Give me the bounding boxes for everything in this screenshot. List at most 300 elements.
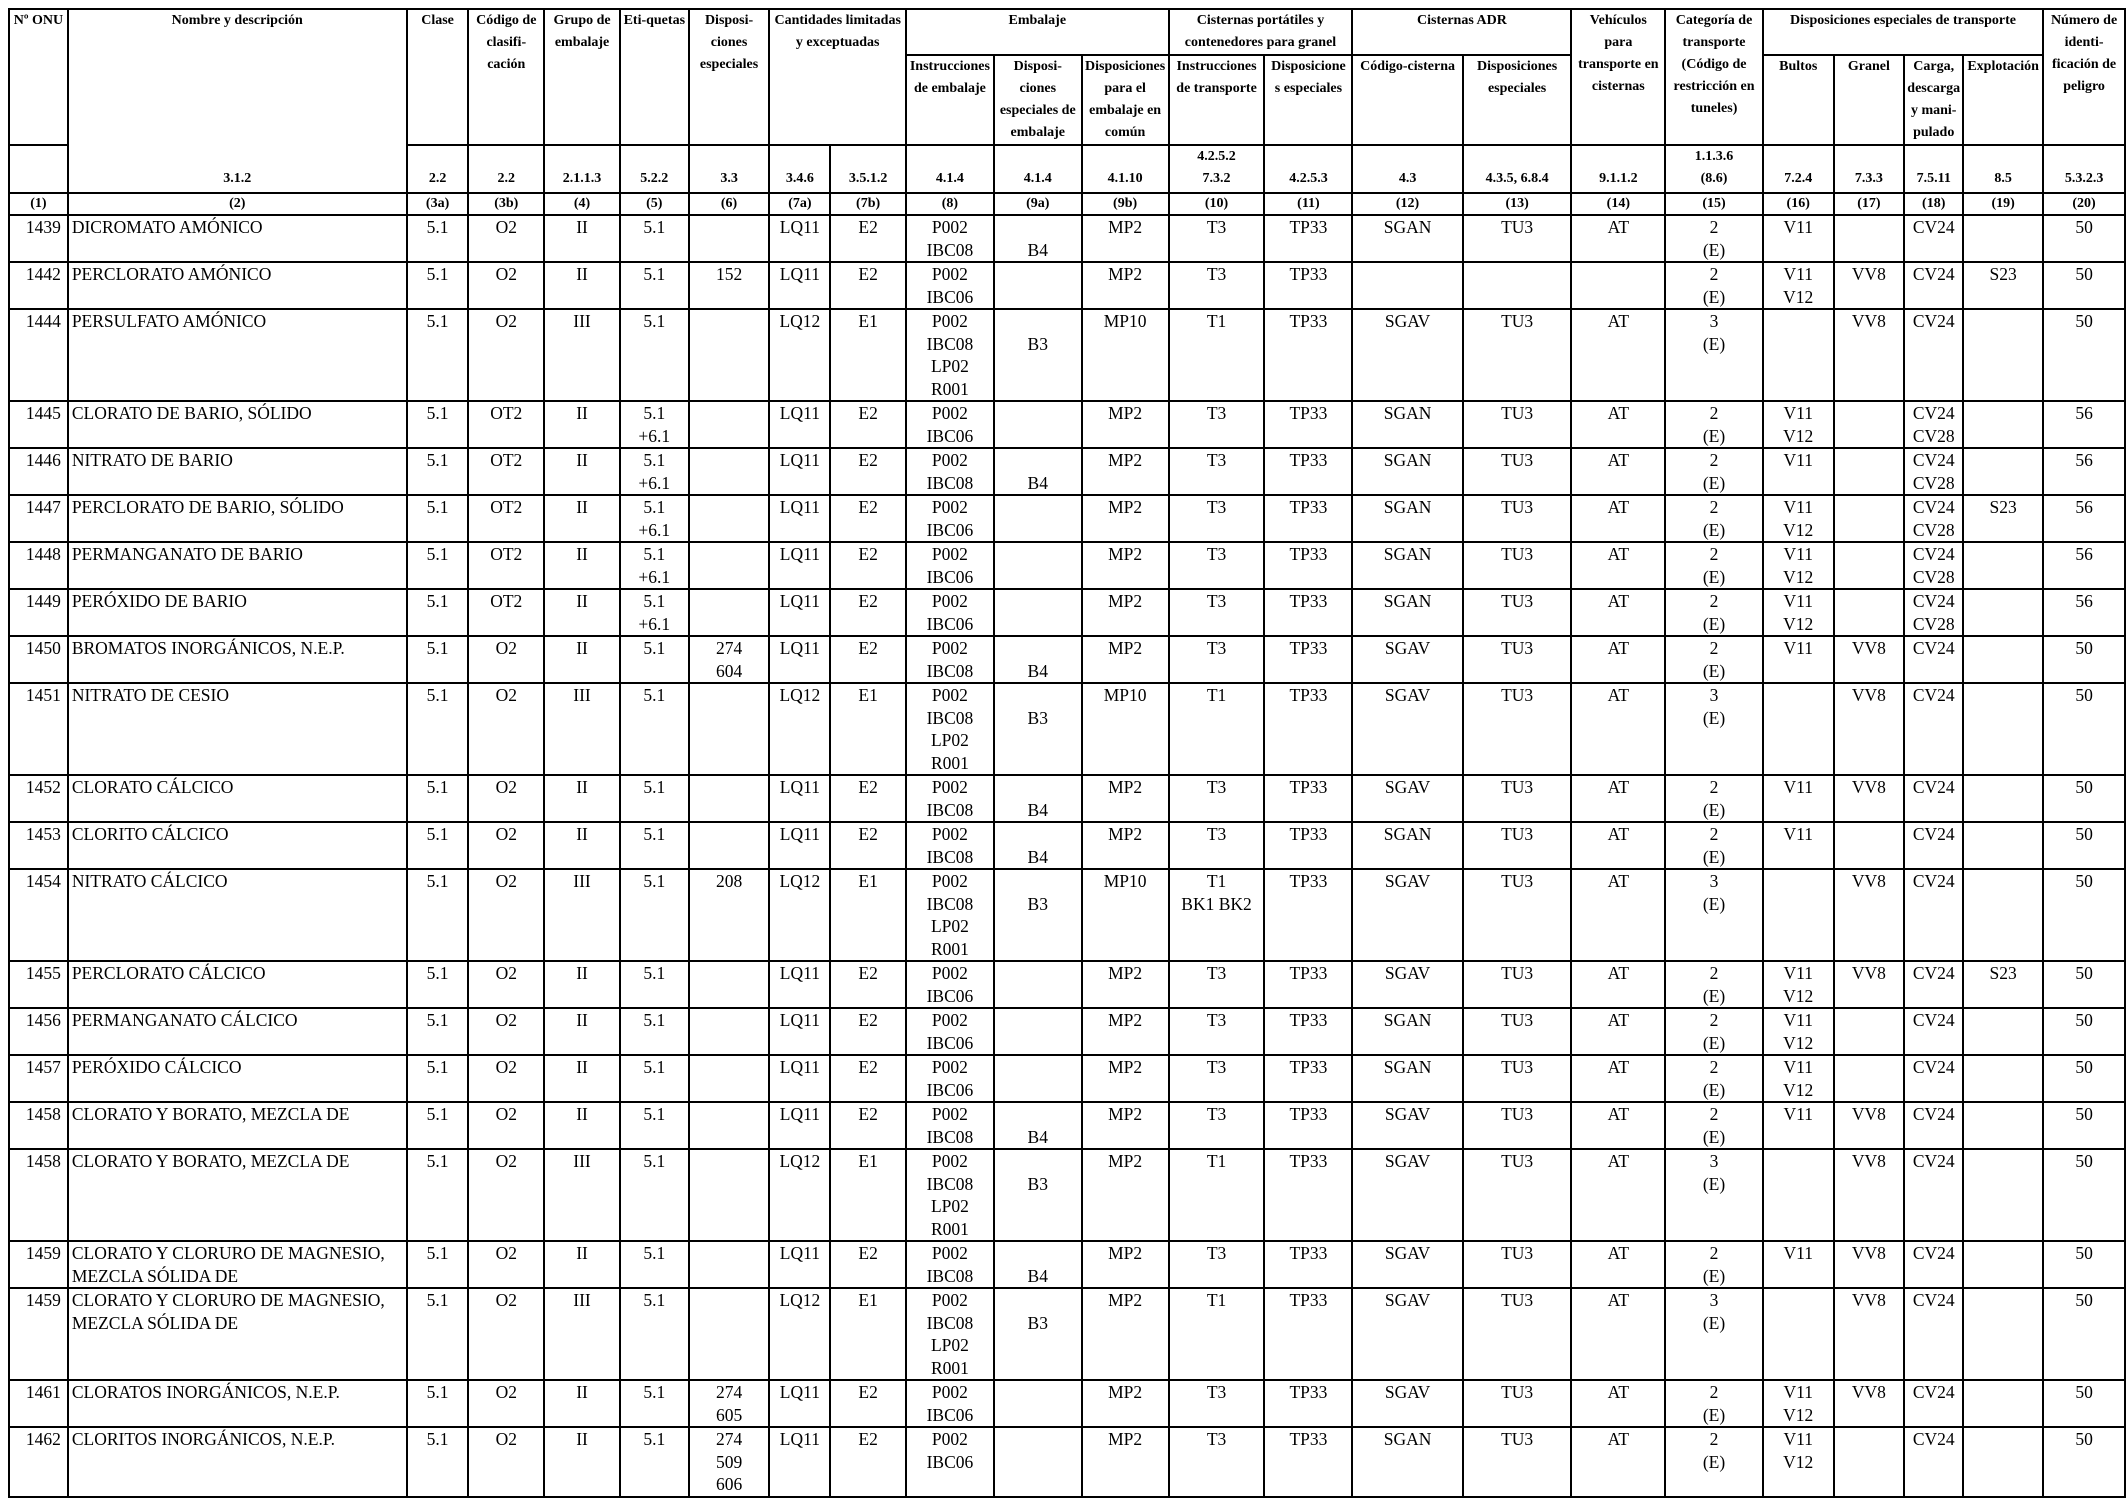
table-row	[9, 961, 2125, 1008]
special-packing-cell: B4	[994, 822, 1082, 869]
operation-cell	[1963, 542, 2043, 589]
packing-instructions-cell: P002 IBC06	[906, 961, 994, 1008]
transport-category-cell: 2 (E)	[1665, 961, 1763, 1008]
excepted-quantity-cell: E1	[830, 309, 906, 401]
table-row	[9, 1008, 2125, 1055]
limited-quantity-cell: LQ11	[769, 822, 830, 869]
name-cell: PERCLORATO CÁLCICO	[68, 961, 407, 1008]
un-number-cell: 1461	[9, 1380, 68, 1427]
mixed-packing-cell: MP10	[1082, 683, 1169, 775]
header-packaging: Embalaje	[906, 9, 1169, 55]
adr-special-provisions-cell: TU3	[1463, 309, 1572, 401]
hazard-id-cell: 56	[2043, 589, 2125, 636]
table-row	[9, 683, 2125, 775]
name-cell: PERMANGANATO DE BARIO	[68, 542, 407, 589]
packing-instructions-cell: P002 IBC08	[906, 1241, 994, 1288]
hazard-id-cell: 56	[2043, 448, 2125, 495]
limited-quantity-cell: LQ12	[769, 869, 830, 961]
packing-group-cell: II	[544, 1102, 620, 1149]
special-packing-cell	[994, 589, 1082, 636]
table-row	[9, 1427, 2125, 1497]
tank-instructions-cell: T3	[1169, 1055, 1265, 1102]
limited-quantity-cell: LQ11	[769, 1102, 830, 1149]
packing-instructions-cell: P002 IBC08	[906, 1102, 994, 1149]
packing-instructions-cell: P002 IBC08	[906, 636, 994, 683]
column-number: (13)	[1463, 193, 1572, 215]
column-number: (9b)	[1082, 193, 1169, 215]
class-cell: 5.1	[407, 1288, 469, 1380]
column-number: (19)	[1963, 193, 2043, 215]
vehicle-cell: AT	[1571, 1149, 1665, 1241]
packages-cell: V11 V12	[1763, 1055, 1834, 1102]
name-cell: PERÓXIDO DE BARIO	[68, 589, 407, 636]
packing-group-cell: II	[544, 1055, 620, 1102]
labels-cell: 5.1	[620, 1008, 689, 1055]
name-cell: PERMANGANATO CÁLCICO	[68, 1008, 407, 1055]
table-row	[9, 589, 2125, 636]
tank-instructions-cell: T3	[1169, 215, 1265, 262]
excepted-quantity-cell: E2	[830, 262, 906, 309]
packing-instructions-cell: P002 IBC08	[906, 822, 994, 869]
ref-special-packing-provisions: 4.1.4	[994, 145, 1082, 193]
bulk-cell	[1834, 401, 1905, 448]
tank-code-cell: SGAV	[1352, 1241, 1462, 1288]
limited-quantity-cell: LQ11	[769, 1055, 830, 1102]
column-number: (2)	[68, 193, 407, 215]
packing-group-cell: II	[544, 495, 620, 542]
un-number-cell: 1444	[9, 309, 68, 401]
special-packing-cell	[994, 495, 1082, 542]
column-number: (14)	[1571, 193, 1665, 215]
tank-code-cell: SGAN	[1352, 822, 1462, 869]
ref-name: 3.1.2	[223, 171, 252, 186]
ref-un-number	[9, 145, 68, 193]
packing-instructions-cell: P002 IBC06	[906, 1055, 994, 1102]
special-packing-cell: B4	[994, 448, 1082, 495]
loading-cell: CV24	[1904, 262, 1963, 309]
tank-code-cell: SGAV	[1352, 636, 1462, 683]
classification-code-cell: O2	[468, 961, 544, 1008]
hazard-id-cell: 50	[2043, 822, 2125, 869]
hazard-id-cell: 50	[2043, 1008, 2125, 1055]
tank-code-cell: SGAN	[1352, 1427, 1462, 1497]
transport-category-cell: 2 (E)	[1665, 401, 1763, 448]
tank-special-provisions-cell: TP33	[1264, 1241, 1352, 1288]
header-special-packing-provisions: Disposi-ciones especiales de embalaje	[994, 55, 1082, 145]
operation-cell	[1963, 869, 2043, 961]
special-provisions-cell	[689, 1102, 770, 1149]
special-packing-cell: B3	[994, 309, 1082, 401]
special-packing-cell	[994, 1008, 1082, 1055]
name-cell: CLORATO Y CLORURO DE MAGNESIO, MEZCLA SÓLIDA DE	[68, 1288, 407, 1380]
excepted-quantity-cell: E2	[830, 1008, 906, 1055]
tank-special-provisions-cell: TP33	[1264, 1380, 1352, 1427]
tank-special-provisions-cell: TP33	[1264, 1288, 1352, 1380]
excepted-quantity-cell: E2	[830, 589, 906, 636]
adr-special-provisions-cell: TU3	[1463, 636, 1572, 683]
limited-quantity-cell: LQ12	[769, 1149, 830, 1241]
transport-category-cell: 2 (E)	[1665, 495, 1763, 542]
adr-special-provisions-cell: TU3	[1463, 1008, 1572, 1055]
operation-cell	[1963, 1241, 2043, 1288]
tank-instructions-cell: T1 BK1 BK2	[1169, 869, 1265, 961]
mixed-packing-cell: MP2	[1082, 822, 1169, 869]
hazard-id-cell: 50	[2043, 869, 2125, 961]
transport-category-cell: 2 (E)	[1665, 1055, 1763, 1102]
mixed-packing-cell: MP2	[1082, 775, 1169, 822]
operation-cell: S23	[1963, 495, 2043, 542]
name-cell: NITRATO DE BARIO	[68, 448, 407, 495]
operation-cell	[1963, 448, 2043, 495]
transport-category-cell: 2 (E)	[1665, 448, 1763, 495]
tank-code-cell: SGAN	[1352, 542, 1462, 589]
bulk-cell	[1834, 495, 1905, 542]
class-cell: 5.1	[407, 1427, 469, 1497]
transport-category-cell: 2 (E)	[1665, 775, 1763, 822]
un-number-cell: 1450	[9, 636, 68, 683]
header-packages: Bultos	[1763, 55, 1834, 145]
adr-special-provisions-cell: TU3	[1463, 1241, 1572, 1288]
loading-cell: CV24	[1904, 309, 1963, 401]
limited-quantity-cell: LQ11	[769, 215, 830, 262]
special-packing-cell: B3	[994, 869, 1082, 961]
table-body	[9, 215, 2125, 1497]
bulk-cell: VV8	[1834, 1241, 1905, 1288]
class-cell: 5.1	[407, 1241, 469, 1288]
adr-special-provisions-cell: TU3	[1463, 589, 1572, 636]
packing-group-cell: III	[544, 869, 620, 961]
tank-special-provisions-cell: TP33	[1264, 775, 1352, 822]
special-packing-cell: B3	[994, 683, 1082, 775]
limited-quantity-cell: LQ11	[769, 1008, 830, 1055]
hazard-id-cell: 56	[2043, 401, 2125, 448]
table-row	[9, 1055, 2125, 1102]
special-provisions-cell: 274 604	[689, 636, 770, 683]
tank-code-cell: SGAV	[1352, 309, 1462, 401]
hazard-id-cell: 50	[2043, 775, 2125, 822]
special-provisions-cell	[689, 495, 770, 542]
excepted-quantity-cell: E2	[830, 1055, 906, 1102]
table-row	[9, 215, 2125, 262]
tank-instructions-cell: T3	[1169, 495, 1265, 542]
name-cell: CLORITO CÁLCICO	[68, 822, 407, 869]
packing-instructions-cell: P002 IBC06	[906, 1008, 994, 1055]
ref-bulk: 7.3.3	[1834, 145, 1905, 193]
packing-group-cell: II	[544, 262, 620, 309]
tank-special-provisions-cell: TP33	[1264, 309, 1352, 401]
column-number: (9a)	[994, 193, 1082, 215]
labels-cell: 5.1	[620, 1288, 689, 1380]
class-cell: 5.1	[407, 1008, 469, 1055]
packing-group-cell: III	[544, 309, 620, 401]
header-name: Nombre y descripción 3.1.2	[68, 9, 407, 193]
transport-category-cell: 2 (E)	[1665, 1380, 1763, 1427]
un-number-cell: 1456	[9, 1008, 68, 1055]
special-provisions-cell	[689, 775, 770, 822]
labels-cell: 5.1	[620, 1102, 689, 1149]
labels-cell: 5.1 +6.1	[620, 495, 689, 542]
column-number: (7b)	[830, 193, 906, 215]
limited-quantity-cell: LQ11	[769, 448, 830, 495]
excepted-quantity-cell: E1	[830, 1288, 906, 1380]
excepted-quantity-cell: E2	[830, 1427, 906, 1497]
table-row	[9, 869, 2125, 961]
tank-code-cell: SGAN	[1352, 448, 1462, 495]
limited-quantity-cell: LQ11	[769, 1380, 830, 1427]
operation-cell	[1963, 589, 2043, 636]
bulk-cell	[1834, 822, 1905, 869]
adr-special-provisions-cell: TU3	[1463, 822, 1572, 869]
tank-code-cell: SGAV	[1352, 683, 1462, 775]
operation-cell	[1963, 822, 2043, 869]
vehicle-cell: AT	[1571, 1055, 1665, 1102]
loading-cell: CV24	[1904, 636, 1963, 683]
ref-packing-group: 2.1.1.3	[544, 145, 620, 193]
packing-instructions-cell: P002 IBC06	[906, 262, 994, 309]
loading-cell: CV24	[1904, 683, 1963, 775]
header-transport-category: Categoría de transporte (Código de restricción en tuneles)	[1665, 9, 1763, 145]
tank-code-cell: SGAV	[1352, 1102, 1462, 1149]
class-cell: 5.1	[407, 589, 469, 636]
tank-instructions-cell: T3	[1169, 1380, 1265, 1427]
class-cell: 5.1	[407, 309, 469, 401]
tank-instructions-cell: T3	[1169, 775, 1265, 822]
vehicle-cell: AT	[1571, 215, 1665, 262]
class-cell: 5.1	[407, 869, 469, 961]
loading-cell: CV24	[1904, 1102, 1963, 1149]
class-cell: 5.1	[407, 262, 469, 309]
operation-cell: S23	[1963, 961, 2043, 1008]
vehicle-cell: AT	[1571, 1380, 1665, 1427]
bulk-cell: VV8	[1834, 961, 1905, 1008]
un-number-cell: 1453	[9, 822, 68, 869]
transport-category-cell: 3 (E)	[1665, 1149, 1763, 1241]
packing-instructions-cell: P002 IBC06	[906, 589, 994, 636]
special-provisions-cell	[689, 542, 770, 589]
table-row	[9, 309, 2125, 401]
limited-quantity-cell: LQ12	[769, 309, 830, 401]
bulk-cell	[1834, 542, 1905, 589]
vehicle-cell	[1571, 262, 1665, 309]
classification-code-cell: O2	[468, 1055, 544, 1102]
excepted-quantity-cell: E2	[830, 401, 906, 448]
adr-special-provisions-cell: TU3	[1463, 1149, 1572, 1241]
packing-instructions-cell: P002 IBC08 LP02 R001	[906, 683, 994, 775]
labels-cell: 5.1	[620, 262, 689, 309]
tank-code-cell: SGAN	[1352, 215, 1462, 262]
classification-code-cell: O2	[468, 683, 544, 775]
vehicle-cell: AT	[1571, 448, 1665, 495]
loading-cell: CV24	[1904, 1241, 1963, 1288]
excepted-quantity-cell: E2	[830, 822, 906, 869]
loading-cell: CV24 CV28	[1904, 589, 1963, 636]
header-labels: Eti-quetas	[620, 9, 689, 145]
packing-instructions-cell: P002 IBC06	[906, 542, 994, 589]
name-cell: NITRATO DE CESIO	[68, 683, 407, 775]
ref-vehicles: 9.1.1.2	[1571, 145, 1665, 193]
transport-category-cell: 3 (E)	[1665, 683, 1763, 775]
bulk-cell: VV8	[1834, 262, 1905, 309]
column-number: (3b)	[468, 193, 544, 215]
mixed-packing-cell: MP2	[1082, 961, 1169, 1008]
vehicle-cell: AT	[1571, 636, 1665, 683]
class-cell: 5.1	[407, 215, 469, 262]
packing-group-cell: II	[544, 822, 620, 869]
adr-special-provisions-cell: TU3	[1463, 683, 1572, 775]
name-cell: BROMATOS INORGÁNICOS, N.E.P.	[68, 636, 407, 683]
operation-cell	[1963, 1149, 2043, 1241]
name-cell: PERCLORATO AMÓNICO	[68, 262, 407, 309]
classification-code-cell: O2	[468, 215, 544, 262]
packages-cell	[1763, 683, 1834, 775]
tank-special-provisions-cell: TP33	[1264, 1427, 1352, 1497]
vehicle-cell: AT	[1571, 542, 1665, 589]
vehicle-cell: AT	[1571, 589, 1665, 636]
operation-cell	[1963, 1102, 2043, 1149]
packages-cell: V11	[1763, 636, 1834, 683]
loading-cell: CV24	[1904, 775, 1963, 822]
limited-quantity-cell: LQ12	[769, 683, 830, 775]
ref-class: 2.2	[407, 145, 469, 193]
un-number-cell: 1458	[9, 1149, 68, 1241]
tank-special-provisions-cell: TP33	[1264, 822, 1352, 869]
ref-labels: 5.2.2	[620, 145, 689, 193]
packing-instructions-cell: P002 IBC08	[906, 215, 994, 262]
labels-cell: 5.1	[620, 683, 689, 775]
special-provisions-cell	[689, 1008, 770, 1055]
packages-cell: V11 V12	[1763, 262, 1834, 309]
labels-cell: 5.1	[620, 636, 689, 683]
tank-instructions-cell: T3	[1169, 401, 1265, 448]
header-adr-special-provisions: Disposiciones especiales	[1463, 55, 1572, 145]
un-number-cell: 1452	[9, 775, 68, 822]
header-hazard-id: Número de identi-ficación de peligro	[2043, 9, 2125, 145]
hazard-id-cell: 50	[2043, 1149, 2125, 1241]
packages-cell: V11 V12	[1763, 1427, 1834, 1497]
vehicle-cell: AT	[1571, 869, 1665, 961]
labels-cell: 5.1	[620, 215, 689, 262]
special-provisions-cell	[689, 1055, 770, 1102]
packing-group-cell: II	[544, 401, 620, 448]
tank-instructions-cell: T3	[1169, 448, 1265, 495]
packing-group-cell: II	[544, 1241, 620, 1288]
name-cell: CLORATOS INORGÁNICOS, N.E.P.	[68, 1380, 407, 1427]
tank-special-provisions-cell: TP33	[1264, 401, 1352, 448]
ref-excepted-quantities: 3.5.1.2	[830, 145, 906, 193]
adr-special-provisions-cell: TU3	[1463, 869, 1572, 961]
transport-category-cell: 2 (E)	[1665, 1102, 1763, 1149]
mixed-packing-cell: MP2	[1082, 1008, 1169, 1055]
bulk-cell: VV8	[1834, 775, 1905, 822]
special-provisions-cell	[689, 822, 770, 869]
hazard-id-cell: 50	[2043, 683, 2125, 775]
packing-group-cell: II	[544, 589, 620, 636]
tank-code-cell: SGAN	[1352, 495, 1462, 542]
classification-code-cell: OT2	[468, 589, 544, 636]
adr-special-provisions-cell: TU3	[1463, 1427, 1572, 1497]
special-packing-cell	[994, 262, 1082, 309]
column-number: (6)	[689, 193, 770, 215]
tank-code-cell: SGAV	[1352, 775, 1462, 822]
header-packing-group: Grupo de embalaje	[544, 9, 620, 145]
ref-adr-special-provisions: 4.3.5, 6.8.4	[1463, 145, 1572, 193]
packages-cell: V11	[1763, 1102, 1834, 1149]
labels-cell: 5.1	[620, 775, 689, 822]
loading-cell: CV24	[1904, 869, 1963, 961]
column-number: (12)	[1352, 193, 1462, 215]
special-packing-cell: B4	[994, 1102, 1082, 1149]
un-number-cell: 1448	[9, 542, 68, 589]
transport-category-cell: 2 (E)	[1665, 262, 1763, 309]
bulk-cell: VV8	[1834, 309, 1905, 401]
special-packing-cell	[994, 542, 1082, 589]
name-cell: PERSULFATO AMÓNICO	[68, 309, 407, 401]
special-packing-cell: B3	[994, 1288, 1082, 1380]
special-provisions-cell	[689, 215, 770, 262]
classification-code-cell: O2	[468, 869, 544, 961]
ref-limited-quantities: 3.4.6	[769, 145, 830, 193]
packages-cell: V11 V12	[1763, 589, 1834, 636]
un-number-cell: 1457	[9, 1055, 68, 1102]
excepted-quantity-cell: E2	[830, 542, 906, 589]
bulk-cell	[1834, 448, 1905, 495]
loading-cell: CV24 CV28	[1904, 401, 1963, 448]
vehicle-cell: AT	[1571, 401, 1665, 448]
packages-cell: V11	[1763, 215, 1834, 262]
labels-cell: 5.1	[620, 961, 689, 1008]
labels-cell: 5.1 +6.1	[620, 589, 689, 636]
classification-code-cell: O2	[468, 262, 544, 309]
name-cell: DICROMATO AMÓNICO	[68, 215, 407, 262]
un-number-cell: 1455	[9, 961, 68, 1008]
tank-special-provisions-cell: TP33	[1264, 1055, 1352, 1102]
limited-quantity-cell: LQ11	[769, 636, 830, 683]
loading-cell: CV24 CV28	[1904, 495, 1963, 542]
hazard-id-cell: 50	[2043, 215, 2125, 262]
table-row	[9, 822, 2125, 869]
packages-cell: V11 V12	[1763, 1380, 1834, 1427]
loading-cell: CV24 CV28	[1904, 448, 1963, 495]
labels-cell: 5.1	[620, 869, 689, 961]
packages-cell: V11	[1763, 775, 1834, 822]
column-number: (11)	[1264, 193, 1352, 215]
header-adr-tanks: Cisternas ADR	[1352, 9, 1571, 55]
bulk-cell	[1834, 1427, 1905, 1497]
class-cell: 5.1	[407, 961, 469, 1008]
special-packing-cell	[994, 961, 1082, 1008]
table-row	[9, 262, 2125, 309]
mixed-packing-cell: MP2	[1082, 401, 1169, 448]
name-cell: PERCLORATO DE BARIO, SÓLIDO	[68, 495, 407, 542]
adr-special-provisions-cell: TU3	[1463, 1288, 1572, 1380]
vehicle-cell: AT	[1571, 775, 1665, 822]
classification-code-cell: O2	[468, 309, 544, 401]
vehicle-cell: AT	[1571, 683, 1665, 775]
name-cell: CLORATO DE BARIO, SÓLIDO	[68, 401, 407, 448]
excepted-quantity-cell: E2	[830, 775, 906, 822]
vehicle-cell: AT	[1571, 1241, 1665, 1288]
classification-code-cell: O2	[468, 775, 544, 822]
transport-category-cell: 2 (E)	[1665, 1241, 1763, 1288]
tank-instructions-cell: T1	[1169, 309, 1265, 401]
column-number: (16)	[1763, 193, 1834, 215]
header-un-number: Nº ONU	[9, 9, 68, 145]
column-number-row	[9, 193, 2125, 215]
tank-special-provisions-cell: TP33	[1264, 589, 1352, 636]
adr-special-provisions-cell: TU3	[1463, 448, 1572, 495]
transport-category-cell: 2 (E)	[1665, 589, 1763, 636]
special-provisions-cell: 208	[689, 869, 770, 961]
